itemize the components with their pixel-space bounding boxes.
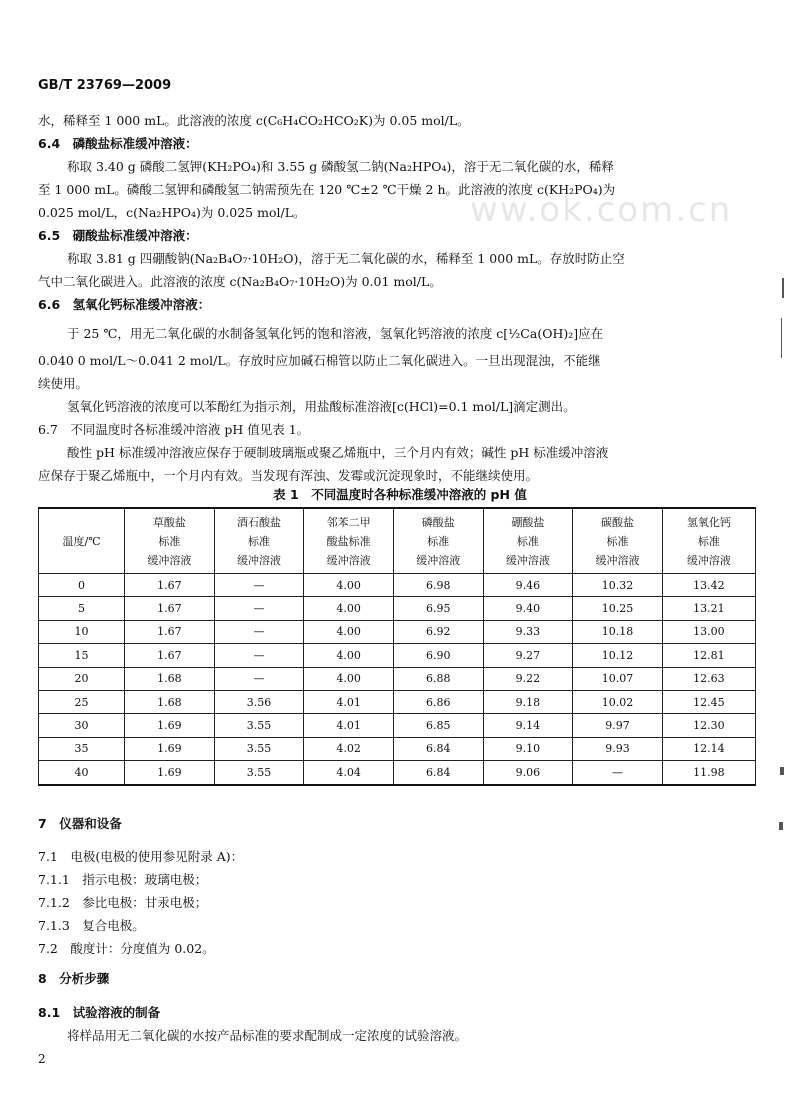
table-cell: — <box>214 597 304 620</box>
header-text: 缓冲溶液 <box>326 553 371 567</box>
table-cell: 4.01 <box>304 690 394 713</box>
table-cell: 4.04 <box>304 761 394 785</box>
paragraph-line: 0.025 mol/L，c(Na₂HPO₄)为 0.025 mol/L。 <box>38 205 306 220</box>
header-text: 硼酸盐 <box>511 515 545 529</box>
table-header-row <box>39 508 756 574</box>
paragraph-line: 氢氧化钙溶液的浓度可以苯酚红为指示剂，用盐酸标准溶液[c(HCl)=0.1 mol/L]滴定测出。 <box>67 399 576 414</box>
table-caption: 表 1 不同温度时各种标准缓冲溶液的 pH 值 <box>273 487 527 502</box>
table-cell: 9.97 <box>573 714 663 737</box>
table-header-cell <box>304 508 394 574</box>
header-text: 缓冲溶液 <box>236 553 281 567</box>
table-cell: — <box>214 667 304 690</box>
table-row <box>39 620 756 643</box>
paragraph-line: 将样品用无二氧化碳的水按产品标准的要求配制成一定浓度的试验溶液。 <box>67 1028 468 1043</box>
table-cell: 1.67 <box>125 574 215 597</box>
ph-values-table <box>38 507 756 786</box>
header-text: 碳酸盐 <box>600 515 634 529</box>
table-cell: 6.98 <box>393 574 483 597</box>
table-cell: 6.86 <box>393 690 483 713</box>
section-7-title: 7 仪器和设备 <box>38 816 122 831</box>
clause-6-4-title: 6.4 磷酸盐标准缓冲溶液： <box>38 136 198 151</box>
paragraph-line: 气中二氧化碳进入。此溶液的浓度 c(Na₂B₄O₇·10H₂O)为 0.01 mol/L。 <box>38 274 442 289</box>
table-cell: 1.69 <box>125 714 215 737</box>
table-cell: 35 <box>39 737 125 760</box>
clause-6-7: 6.7 不同温度时各标准缓冲溶液 pH 值见表 1。 <box>38 422 310 437</box>
header-text: 标准 <box>158 534 181 548</box>
paragraph-line: 0.040 0 mol/L～0.041 2 mol/L。存放时应加碱石棉管以防止二氧化碳进入。一旦出现混浊，不能继 <box>38 353 601 368</box>
table-cell: 4.00 <box>304 644 394 667</box>
table-row <box>39 761 756 785</box>
header-text: 磷酸盐 <box>421 515 455 529</box>
table-cell: 12.45 <box>662 690 755 713</box>
scan-mark <box>779 822 783 830</box>
table-cell: 6.84 <box>393 761 483 785</box>
table-cell: 1.69 <box>125 737 215 760</box>
clause-6-5-title: 6.5 硼酸盐标准缓冲溶液： <box>38 228 198 243</box>
table-row <box>39 714 756 737</box>
table-cell: 12.81 <box>662 644 755 667</box>
paragraph-line: 称取 3.81 g 四硼酸钠(Na₂B₄O₇·10H₂O)，溶于无二氧化碳的水，稀释至 1 000 mL。存放时防止空 <box>67 251 625 266</box>
paragraph-line: 续使用。 <box>38 376 89 391</box>
paragraph-line: 酸性 pH 标准缓冲溶液应保存于硬制玻璃瓶或聚乙烯瓶中，三个月内有效；碱性 pH 标准缓冲溶液 <box>67 445 609 460</box>
table-cell: 13.42 <box>662 574 755 597</box>
table-cell: 6.85 <box>393 714 483 737</box>
header-text: 缓冲溶液 <box>686 553 731 567</box>
table-cell: 9.33 <box>483 620 573 643</box>
table-cell: 12.30 <box>662 714 755 737</box>
table-cell: 20 <box>39 667 125 690</box>
table-cell: 9.22 <box>483 667 573 690</box>
table-cell: 12.14 <box>662 737 755 760</box>
table-header-cell <box>39 508 125 574</box>
table-cell: — <box>214 644 304 667</box>
watermark: ww.ok.com.cn <box>470 190 733 230</box>
table-cell: 9.27 <box>483 644 573 667</box>
table-cell: 6.92 <box>393 620 483 643</box>
table-row <box>39 667 756 690</box>
table-header-cell <box>214 508 304 574</box>
table-cell: 4.02 <box>304 737 394 760</box>
table-cell: 12.63 <box>662 667 755 690</box>
table-cell: 1.68 <box>125 667 215 690</box>
table-cell: 4.00 <box>304 574 394 597</box>
table-cell: 10.12 <box>573 644 663 667</box>
table-cell: 1.67 <box>125 620 215 643</box>
table-cell: 0 <box>39 574 125 597</box>
table-cell: — <box>214 620 304 643</box>
header-text: 标准 <box>697 534 720 548</box>
table-header-cell <box>393 508 483 574</box>
table-cell: 6.84 <box>393 737 483 760</box>
table-cell: 10.02 <box>573 690 663 713</box>
table-cell: 9.40 <box>483 597 573 620</box>
table-cell: 3.55 <box>214 737 304 760</box>
table-cell: 9.06 <box>483 761 573 785</box>
table-cell: 6.90 <box>393 644 483 667</box>
paragraph-line: 应保存于聚乙烯瓶中，一个月内有效。当发现有浑浊、发霉或沉淀现象时，不能继续使用。 <box>38 468 539 483</box>
scan-mark <box>782 278 784 298</box>
clause-8-1-title: 8.1 试验溶液的制备 <box>38 1005 161 1020</box>
header-text: 草酸盐 <box>152 515 186 529</box>
table-cell: 10.07 <box>573 667 663 690</box>
clause-7-1-3: 7.1.3 复合电极。 <box>38 918 145 933</box>
table-cell: 10 <box>39 620 125 643</box>
table-cell: 1.67 <box>125 644 215 667</box>
scan-mark <box>781 318 782 358</box>
section-8-title: 8 分析步骤 <box>38 971 110 986</box>
table-row <box>39 690 756 713</box>
table-cell: 10.32 <box>573 574 663 597</box>
table-cell: 4.00 <box>304 667 394 690</box>
table-cell: 3.55 <box>214 761 304 785</box>
table-cell: 5 <box>39 597 125 620</box>
paragraph-line: 于 25 ℃，用无二氧化碳的水制备氢氧化钙的饱和溶液，氢氧化钙溶液的浓度 c[½Ca(OH)₂]应在 <box>67 326 604 341</box>
table-cell: 3.55 <box>214 714 304 737</box>
table-cell: 4.00 <box>304 620 394 643</box>
table-cell: 15 <box>39 644 125 667</box>
table-cell: 9.93 <box>573 737 663 760</box>
table-cell: 30 <box>39 714 125 737</box>
table-header-cell <box>483 508 573 574</box>
clause-7-1: 7.1 电极(电极的使用参见附录 A)： <box>38 849 244 864</box>
header-text: 缓冲溶液 <box>147 553 192 567</box>
table-header-cell <box>125 508 215 574</box>
table-row <box>39 597 756 620</box>
table-cell: 9.10 <box>483 737 573 760</box>
header-text: 缓冲溶液 <box>595 553 640 567</box>
paragraph-line: 至 1 000 mL。磷酸二氢钾和磷酸氢二钠需预先在 120 ℃±2 ℃干燥 2 h。此溶液的浓度 c(KH₂PO₄)为 <box>38 182 616 197</box>
table-cell: 6.88 <box>393 667 483 690</box>
scan-mark <box>780 767 784 775</box>
paragraph-line: 称取 3.40 g 磷酸二氢钾(KH₂PO₄)和 3.55 g 磷酸氢二钠(Na₂HPO₄)，溶于无二氧化碳的水，稀释 <box>67 159 614 174</box>
header-text: 标准 <box>516 534 539 548</box>
clause-7-1-1: 7.1.1 指示电极：玻璃电极； <box>38 872 208 887</box>
table-cell: 9.18 <box>483 690 573 713</box>
table-cell: 4.00 <box>304 597 394 620</box>
table-cell: 3.56 <box>214 690 304 713</box>
header-text: 氢氧化钙 <box>686 515 731 529</box>
header-text: 标准 <box>427 534 450 548</box>
table-row <box>39 644 756 667</box>
table-row <box>39 574 756 597</box>
table-cell: 4.01 <box>304 714 394 737</box>
header-text: 缓冲溶液 <box>416 553 461 567</box>
table-cell: 10.18 <box>573 620 663 643</box>
header-text: 酸盐标准 <box>326 534 371 548</box>
page-number: 2 <box>38 1052 46 1066</box>
table-cell: 13.21 <box>662 597 755 620</box>
header-text: 标准 <box>606 534 629 548</box>
header-text: 邻苯二甲 <box>326 515 371 529</box>
table-cell: 1.67 <box>125 597 215 620</box>
header-text: 酒石酸盐 <box>236 515 281 529</box>
table-cell: 40 <box>39 761 125 785</box>
table-cell: 6.95 <box>393 597 483 620</box>
table-cell: 13.00 <box>662 620 755 643</box>
header-text: 温度/℃ <box>62 534 101 548</box>
table-cell: 9.46 <box>483 574 573 597</box>
table-cell: — <box>214 574 304 597</box>
table-cell: 11.98 <box>662 761 755 785</box>
table-cell: 1.68 <box>125 690 215 713</box>
clause-6-6-title: 6.6 氢氧化钙标准缓冲溶液： <box>38 297 211 312</box>
table-row <box>39 737 756 760</box>
clause-7-1-2: 7.1.2 参比电极：甘汞电极； <box>38 895 208 910</box>
table-cell: — <box>573 761 663 785</box>
table-header-cell <box>662 508 755 574</box>
table-cell: 1.69 <box>125 761 215 785</box>
header-text: 缓冲溶液 <box>505 553 550 567</box>
header-text: 标准 <box>247 534 270 548</box>
table-header-cell <box>573 508 663 574</box>
table-cell: 25 <box>39 690 125 713</box>
table-cell: 9.14 <box>483 714 573 737</box>
table-cell: 10.25 <box>573 597 663 620</box>
standard-code-header: GB/T 23769—2009 <box>38 78 172 93</box>
clause-7-2: 7.2 酸度计：分度值为 0.02。 <box>38 941 215 956</box>
paragraph-line: 水，稀释至 1 000 mL。此溶液的浓度 c(C₆H₄CO₂HCO₂K)为 0.05 mol/L。 <box>38 113 470 128</box>
